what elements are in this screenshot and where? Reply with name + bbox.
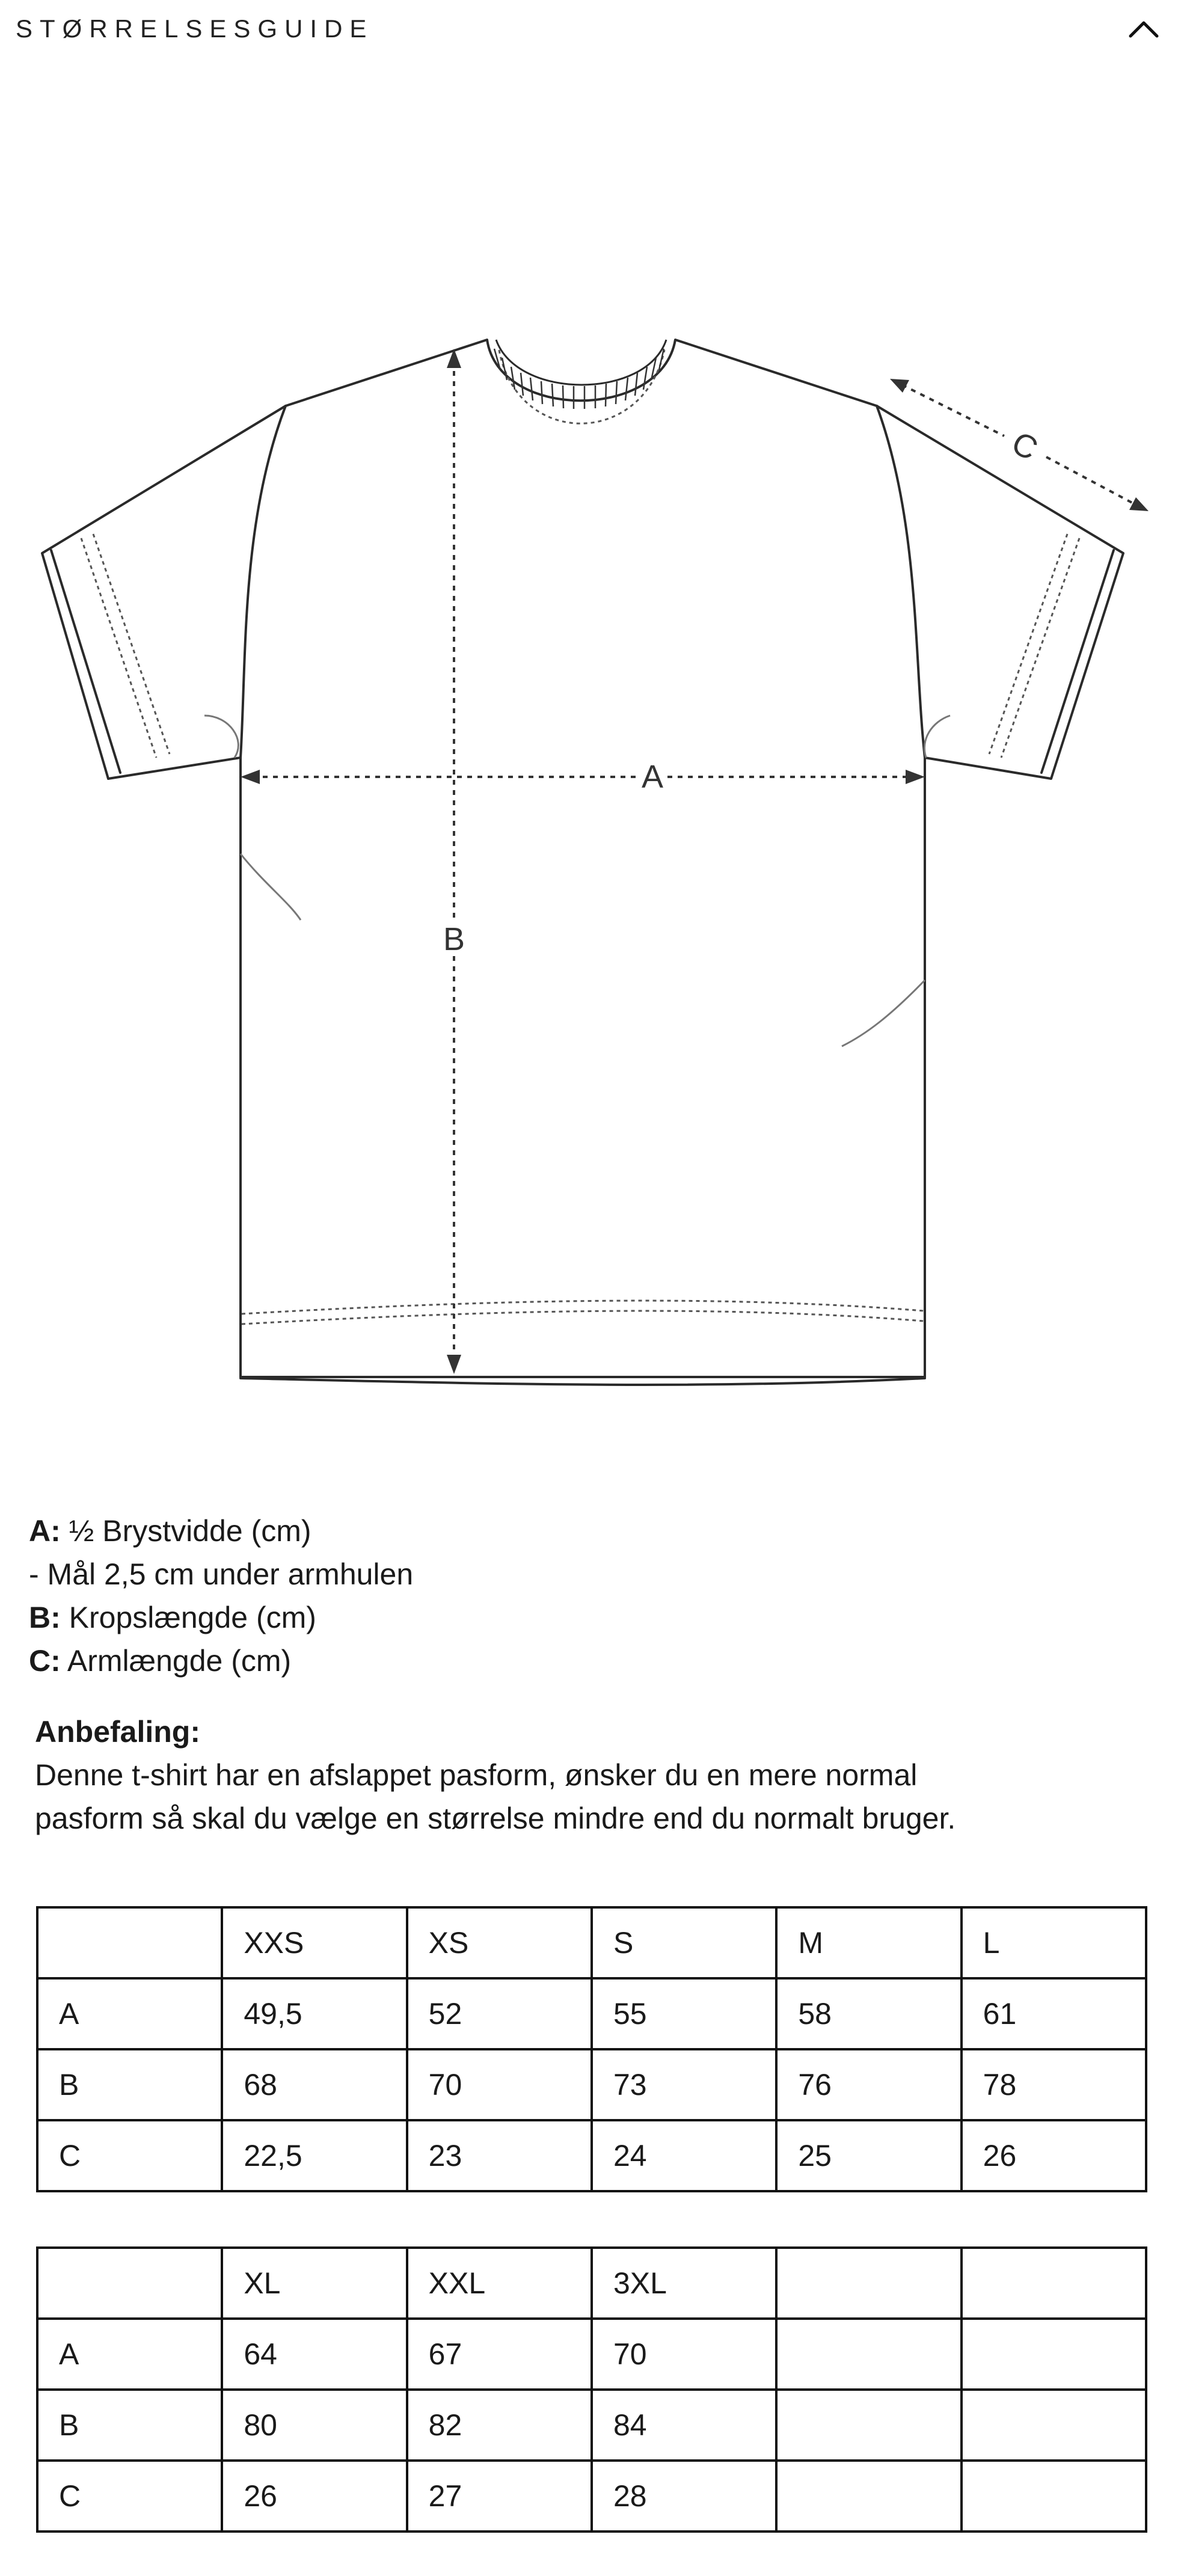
table-header-cell: 3XL: [592, 2248, 776, 2319]
table-header-cell: L: [962, 1907, 1146, 1978]
table-cell: 80: [222, 2390, 406, 2461]
table-cell: 70: [407, 2049, 592, 2120]
table-cell: 23: [407, 2120, 592, 2191]
table-header-cell: XL: [222, 2248, 406, 2319]
measurement-b-arrow: [447, 349, 461, 1374]
table-cell: 64: [222, 2319, 406, 2390]
measurement-a-label: A: [641, 759, 664, 795]
recommendation-block: [35, 1710, 1153, 1840]
legend-a-note: - Mål 2,5 cm under armhulen: [29, 1557, 414, 1591]
table-cell: 68: [222, 2049, 406, 2120]
table-row: [37, 2120, 1146, 2191]
table-cell: C: [37, 2120, 222, 2191]
legend-c: C: Armlængde (cm): [29, 1644, 292, 1678]
size-table-1: [36, 1906, 1147, 2192]
table-header-cell: [37, 2248, 222, 2319]
table-row: [37, 2390, 1146, 2461]
table-row: [37, 2319, 1146, 2390]
table-cell: 82: [407, 2390, 592, 2461]
legend-b: B: Kropslængde (cm): [29, 1601, 316, 1634]
table-cell: 26: [222, 2461, 406, 2532]
table-cell: [776, 2461, 961, 2532]
table-cell: [776, 2390, 961, 2461]
table-cell: 24: [592, 2120, 776, 2191]
table-header-cell: [776, 2248, 961, 2319]
table-cell: 58: [776, 1978, 961, 2049]
table-cell: 67: [407, 2319, 592, 2390]
tshirt-measurement-diagram: [36, 325, 1149, 1395]
table-header-cell: XXS: [222, 1907, 406, 1978]
legend-a: A: ½ Brystvidde (cm): [29, 1514, 311, 1548]
table-cell: 27: [407, 2461, 592, 2532]
recommendation-title: Anbefaling:: [35, 1715, 200, 1749]
collar-ribbing: [487, 340, 675, 423]
chevron-up-icon[interactable]: [1128, 18, 1159, 40]
table-header-cell: [962, 2248, 1146, 2319]
table-cell: A: [37, 1978, 222, 2049]
recommendation-line-2: pasform så skal du vælge en størrelse mindre end du normalt bruger.: [35, 1802, 956, 1835]
table-header-cell: M: [776, 1907, 961, 1978]
measurement-c-label: C: [1006, 425, 1044, 468]
table-cell: 55: [592, 1978, 776, 2049]
table-row: [37, 1978, 1146, 2049]
table-cell: 22,5: [222, 2120, 406, 2191]
table-cell: 70: [592, 2319, 776, 2390]
table-cell: 28: [592, 2461, 776, 2532]
measurement-legend: [29, 1509, 413, 1682]
table-cell: [962, 2319, 1146, 2390]
table-cell: 61: [962, 1978, 1146, 2049]
table-cell: 26: [962, 2120, 1146, 2191]
table-cell: 84: [592, 2390, 776, 2461]
table-header-cell: [37, 1907, 222, 1978]
table-header-row: [37, 2248, 1146, 2319]
measurement-b-label: B: [443, 921, 465, 957]
accordion-title: STØRRELSESGUIDE: [16, 14, 374, 43]
table-cell: 49,5: [222, 1978, 406, 2049]
table-row: [37, 2461, 1146, 2532]
size-table-2: [36, 2246, 1147, 2533]
table-header-cell: XXL: [407, 2248, 592, 2319]
recommendation-line-1: Denne t-shirt har en afslappet pasform, ønsker du en mere normal: [35, 1758, 918, 1792]
table-cell: B: [37, 2049, 222, 2120]
table-cell: 78: [962, 2049, 1146, 2120]
table-cell: 76: [776, 2049, 961, 2120]
table-cell: B: [37, 2390, 222, 2461]
table-cell: [776, 2319, 961, 2390]
table-cell: 73: [592, 2049, 776, 2120]
table-cell: A: [37, 2319, 222, 2390]
table-cell: [962, 2390, 1146, 2461]
table-header-cell: XS: [407, 1907, 592, 1978]
table-cell: [962, 2461, 1146, 2532]
table-row: [37, 2049, 1146, 2120]
table-cell: C: [37, 2461, 222, 2532]
table-header-cell: S: [592, 1907, 776, 1978]
table-cell: 25: [776, 2120, 961, 2191]
size-guide-accordion-header[interactable]: [0, 0, 1181, 58]
table-header-row: [37, 1907, 1146, 1978]
measurement-a-arrow: [241, 770, 925, 784]
table-cell: 52: [407, 1978, 592, 2049]
